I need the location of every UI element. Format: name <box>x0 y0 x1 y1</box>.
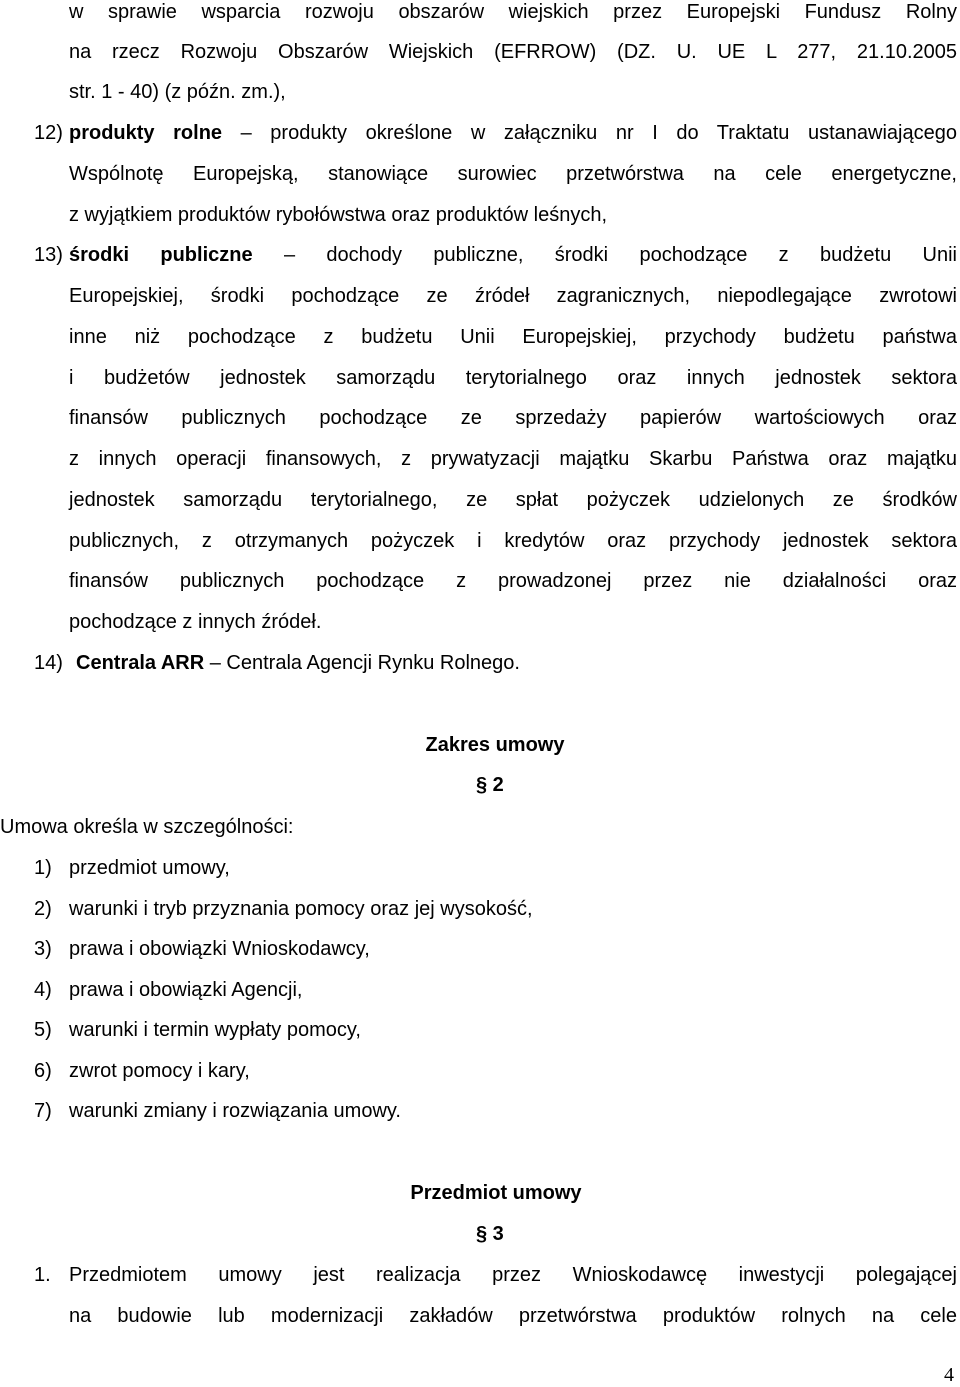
list-item-number: 3) <box>34 938 52 960</box>
list-item-number: 1) <box>34 857 52 879</box>
paragraph-line: na budowie lub modernizacji zakładów przetwórstwa produktów rolnych na cele <box>69 1305 957 1327</box>
paragraph-line: na rzecz Rozwoju Obszarów Wiejskich (EFRROW) (DZ. U. UE L 277, 21.10.2005 <box>69 41 957 63</box>
definition-line: finansów publicznych pochodzące ze sprzedaży papierów wartościowych oraz <box>69 407 957 429</box>
definition-12-line <box>69 121 957 145</box>
list-item-number: 6) <box>34 1060 52 1082</box>
list-item: warunki i termin wypłaty pomocy, <box>69 1019 361 1041</box>
list-item: przedmiot umowy, <box>69 857 230 879</box>
list-item-number: 5) <box>34 1019 52 1041</box>
paragraph-line: str. 1 - 40) (z późn. zm.), <box>69 81 286 103</box>
definition-text: – dochody publiczne, środki pochodzące z budżetu Unii <box>252 244 957 266</box>
list-item-number: 7) <box>34 1100 52 1122</box>
defined-term: Centrala ARR <box>76 652 205 674</box>
paragraph-line: w sprawie wsparcia rozwoju obszarów wiejskich przez Europejski Fundusz Rolny <box>69 1 957 23</box>
section-sign: § 3 <box>476 1223 504 1245</box>
definition-line: Wspólnotę Europejską, stanowiące surowiec przetwórstwa na cele energetyczne, <box>69 163 957 185</box>
section-sign: § 2 <box>476 774 504 796</box>
definition-line: z wyjątkiem produktów rybołówstwa oraz produktów leśnych, <box>69 204 607 226</box>
list-item: prawa i obowiązki Wnioskodawcy, <box>69 938 370 960</box>
definition-text: – produkty określone w załączniku nr I do Traktatu ustanawiającego <box>222 122 957 144</box>
definition-line: Europejskiej, środki pochodzące ze źródeł zagranicznych, niepodlegające zwrotowi <box>69 285 957 307</box>
list-item: warunki zmiany i rozwiązania umowy. <box>69 1100 401 1122</box>
defined-term: środki publiczne <box>69 244 253 266</box>
definition-line: jednostek samorządu terytorialnego, ze spłat pożyczek udzielonych ze środków <box>69 489 957 511</box>
definition-text: – Centrala Agencji Rynku Rolnego. <box>204 652 520 674</box>
list-item-number: 4) <box>34 979 52 1001</box>
list-item: zwrot pomocy i kary, <box>69 1060 250 1082</box>
definition-number: 12) <box>34 122 63 144</box>
definition-13-line <box>69 243 957 267</box>
list-intro: Umowa określa w szczególności: <box>0 816 294 838</box>
definition-line: inne niż pochodzące z budżetu Unii Europejskiej, przychody budżetu państwa <box>69 326 957 348</box>
list-item: prawa i obowiązki Agencji, <box>69 979 303 1001</box>
definition-line: finansów publicznych pochodzące z prowadzonej przez nie działalności oraz <box>69 570 957 592</box>
defined-term: produkty rolne <box>69 122 223 144</box>
paragraph-line: Przedmiotem umowy jest realizacja przez Wnioskodawcę inwestycji polegającej <box>69 1264 957 1286</box>
page-number: 4 <box>944 1364 954 1386</box>
list-item: warunki i tryb przyznania pomocy oraz jej wysokość, <box>69 898 533 920</box>
definition-line: z innych operacji finansowych, z prywatyzacji majątku Skarbu Państwa oraz majątku <box>69 448 957 470</box>
definition-number: 14) <box>34 652 63 674</box>
paragraph-number: 1. <box>34 1264 51 1286</box>
definition-number: 13) <box>34 244 63 266</box>
section-title: Zakres umowy <box>425 734 565 756</box>
list-item-number: 2) <box>34 898 52 920</box>
definition-line: pochodzące z innych źródeł. <box>69 611 322 633</box>
definition-line: i budżetów jednostek samorządu terytorialnego oraz innych jednostek sektora <box>69 367 957 389</box>
definition-line: publicznych, z otrzymanych pożyczek i kredytów oraz przychody jednostek sektora <box>69 530 957 552</box>
section-title: Przedmiot umowy <box>410 1182 582 1204</box>
definition-14-line <box>76 651 520 675</box>
